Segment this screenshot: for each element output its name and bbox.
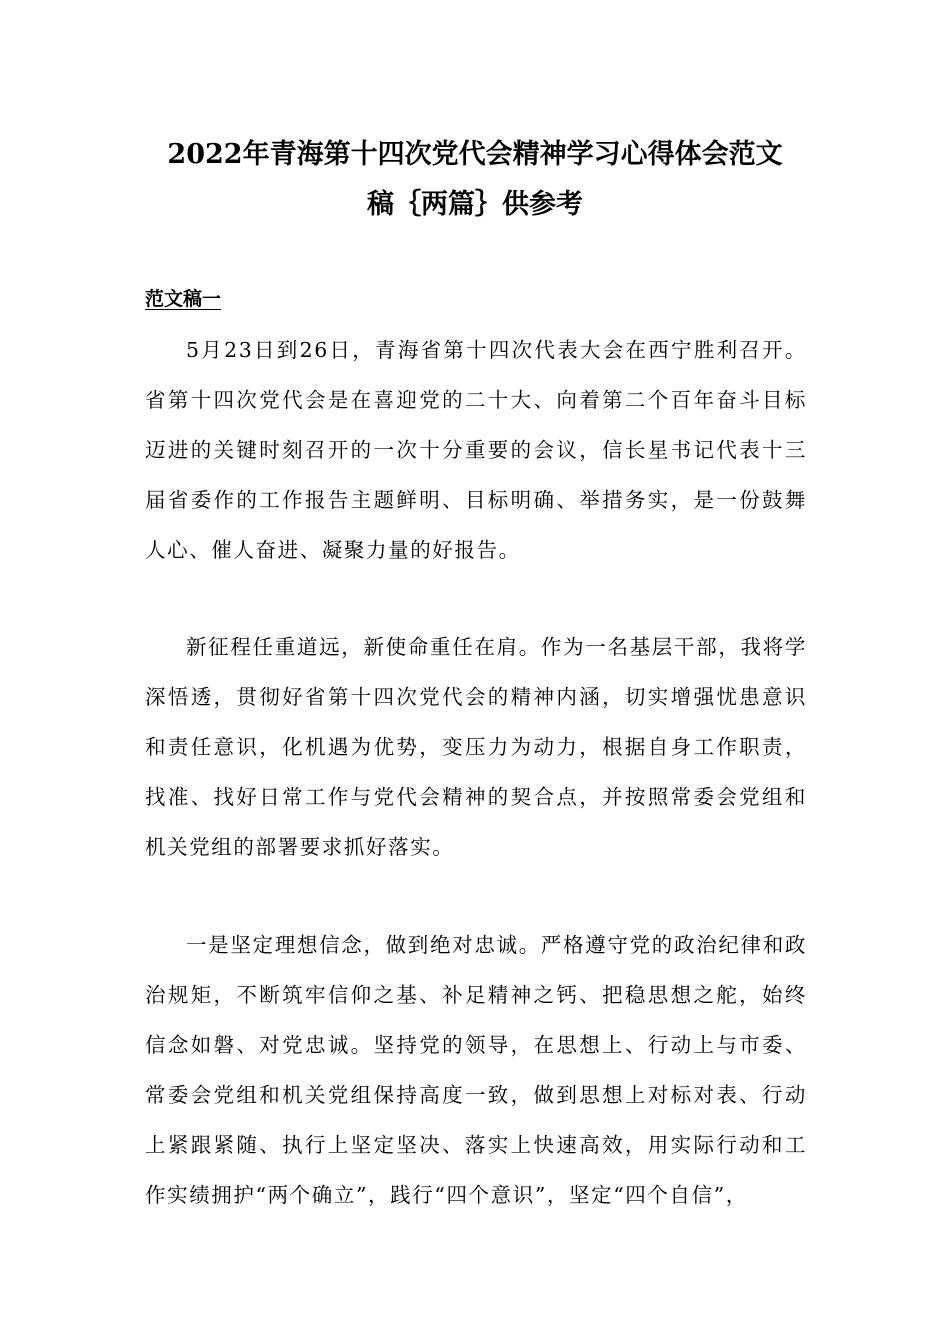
paragraph-1: 5月23日到26日，青海省第十四次代表大会在西宁胜利召开。省第十四次党代会是在喜迎党的二十大、向着第二个百年奋斗目标迈进的关键时刻召开的一次十分重要的会议，信长星书记代表十三届省委作的工作报告主题鲜明、目标明确、举措务实，是一份鼓舞人心、催人奋进、凝聚力量的好报告。 — [145, 338, 807, 562]
document-title-line-2: 稿｛两篇｝供参考 — [367, 189, 583, 220]
paragraph-3: 一是坚定理想信念，做到绝对忠诚。严格遵守党的政治纪律和政治规矩，不断筑牢信仰之基、补足精神之钙、把稳思想之舵，始终信念如磐、对党忠诚。坚持党的领导，在思想上、行动上与市委、常委会党组和机关党组保持高度一致，做到思想上对标对表、行动上紧跟紧随、执行上坚定坚决、落实上快速高效，用实际行动和工作实绩拥护“两个确立”，践行“四个意识”，坚定“四个自信”， — [145, 933, 807, 1207]
document-title-line-1: 2022年青海第十四次党代会精神学习心得体会范文 — [167, 139, 783, 170]
section-heading: 范文稿一 — [145, 288, 222, 310]
paragraph-2: 新征程任重道远，新使命重任在肩。作为一名基层干部，我将学深悟透，贯彻好省第十四次党代会的精神内涵，切实增强忧患意识和责任意识，化机遇为优势，变压力为动力，根据自身工作职责，找准、找好日常工作与党代会精神的契合点，并按照常委会党组和机关党组的部署要求抓好落实。 — [145, 635, 807, 859]
